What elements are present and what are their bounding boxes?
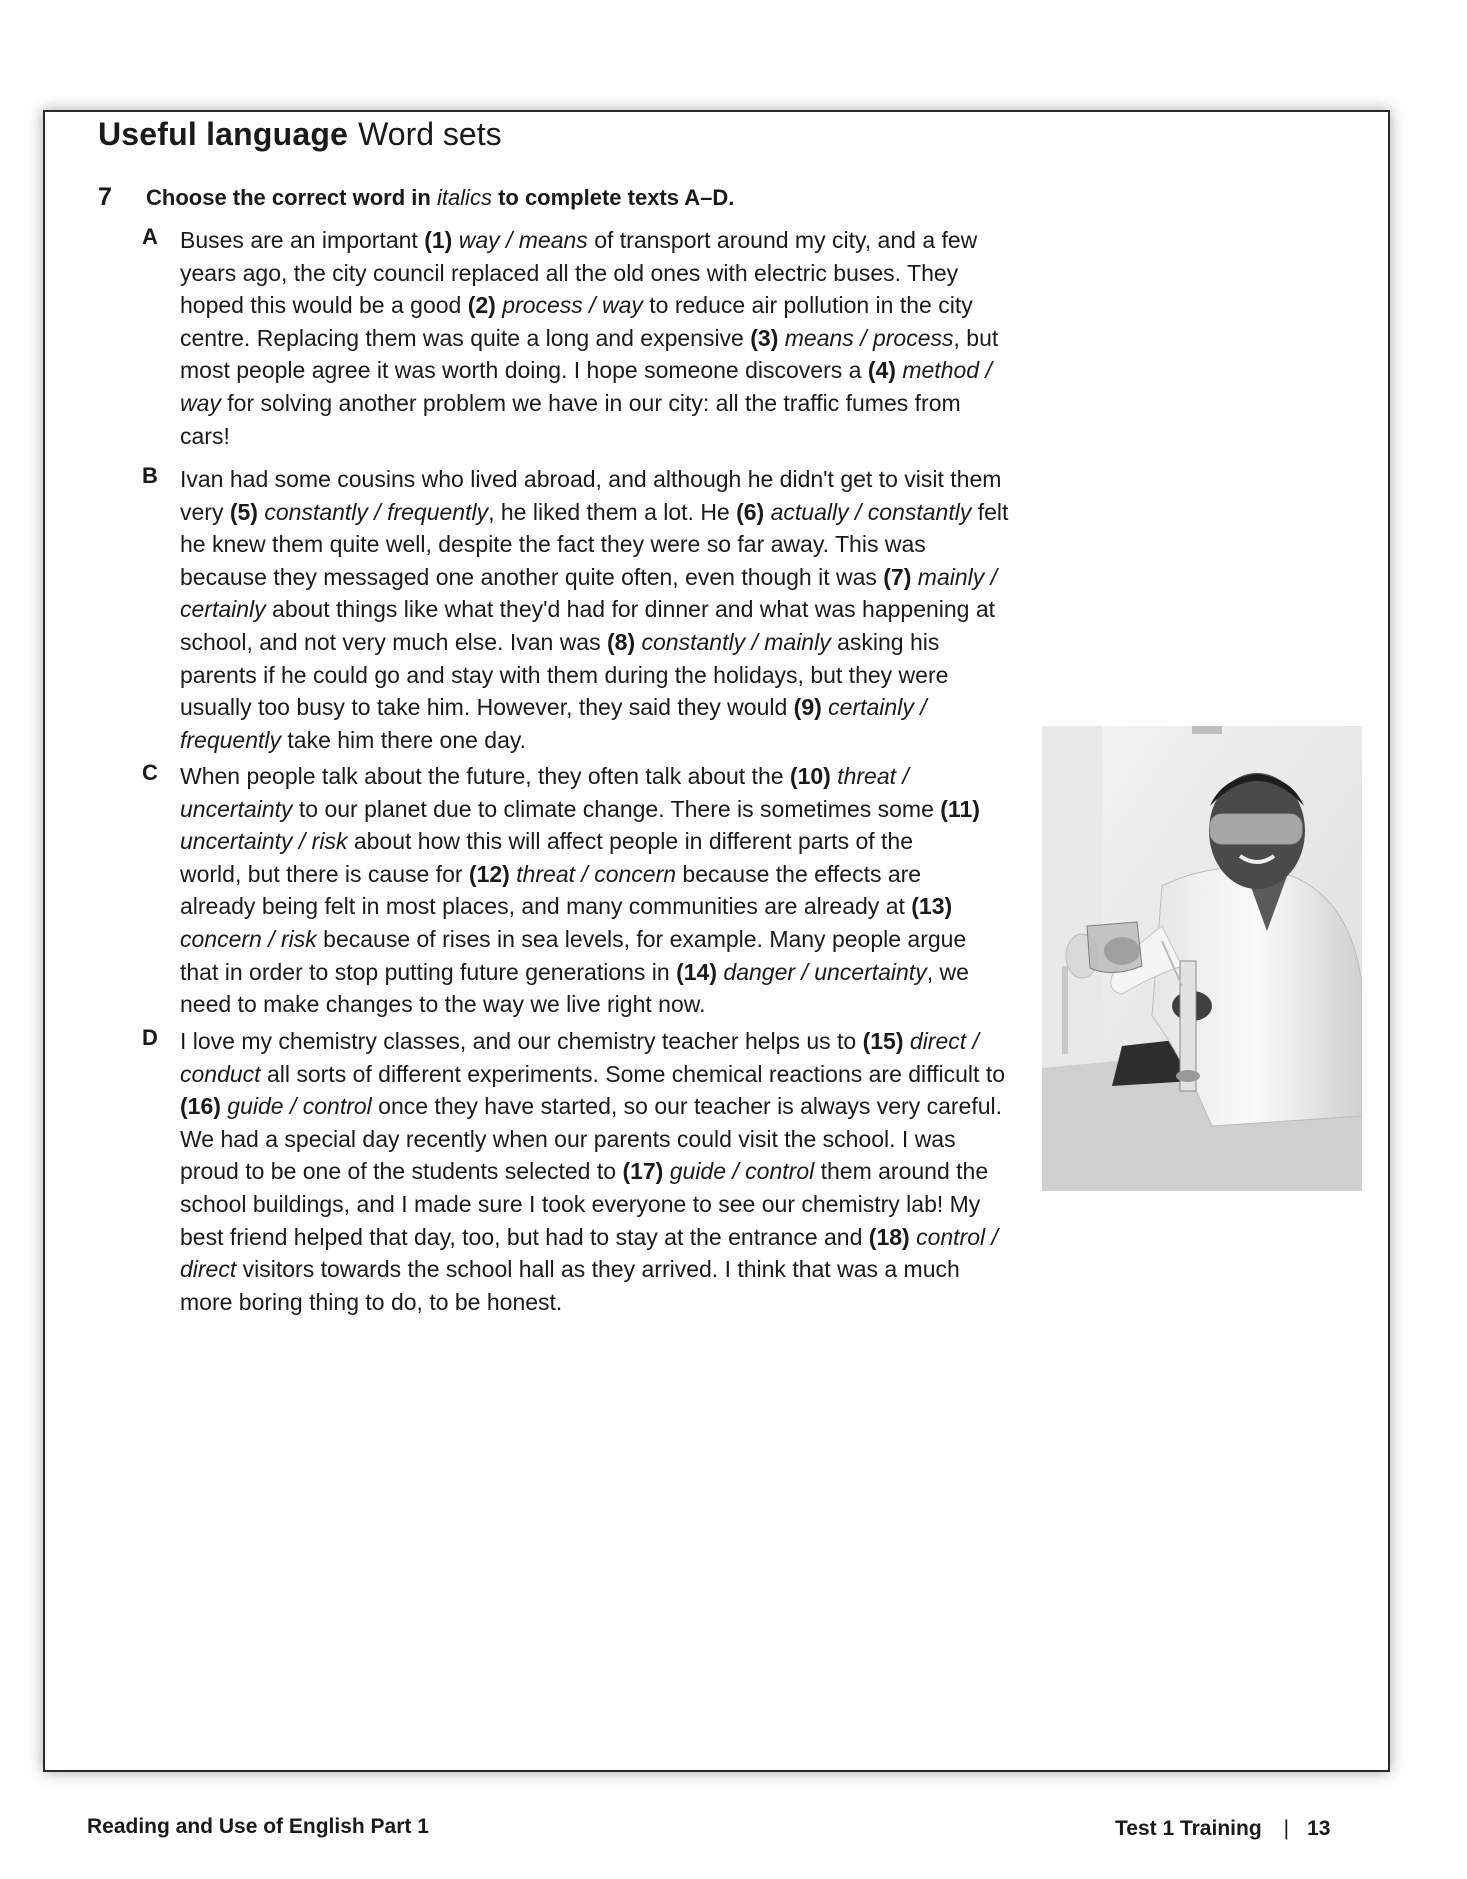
text-letter: C [142, 760, 158, 785]
text-letter: B [142, 463, 158, 488]
text-body: When people talk about the future, they often talk about the (10) threat / uncertainty to our planet due to climate change. There is sometimes some (11) uncertainty / risk about how this will affect people in different parts of the world, but there is cause for (12) threat / concern because the effects are already being felt in most places, and many communities are already at (13) concern / risk because of rises in sea levels, for example. Many people argue that in order to stop putting future generations in (14) danger / uncertainty, we need to make changes to the way we live right now. [180, 763, 980, 1018]
text-block-d [142, 1025, 1012, 1318]
section-heading [98, 116, 502, 153]
text-block-b [142, 463, 1012, 756]
text-block-a [142, 224, 1012, 452]
text-block-c [142, 760, 1012, 1021]
text-letter: A [142, 224, 158, 249]
text-letter: D [142, 1025, 158, 1050]
text-body: Buses are an important (1) way / means of transport around my city, and a few years ago, the city council replaced all the old ones with electric buses. They hoped this would be a good (2) process / way to reduce air pollution in the city centre. Replacing them was quite a long and expensive (3) means / process, but most people agree it was worth doing. I hope someone discovers a (4) method / way for solving another problem we have in our city: all the traffic fumes from cars! [180, 227, 999, 449]
heading-bold: Useful language [98, 116, 349, 152]
text-body: I love my chemistry classes, and our chemistry teacher helps us to (15) direct / conduct all sorts of different experiments. Some chemical reactions are difficult to (16) guide / control once they have started, so our teacher is always very careful. We had a special day recently when our parents could visit the school. I was proud to be one of the students selected to (17) guide / control them around the school buildings, and I made sure I took everyone to see our chemistry lab! My best friend helped that day, too, but had to stay at the entrance and (18) control / direct visitors towards the school hall as they arrived. I think that was a much more boring thing to do, to be honest. [180, 1028, 1005, 1315]
task-instruction: Choose the correct word in italics to complete texts A–D. [146, 185, 735, 210]
footer-page-info [1115, 1817, 1330, 1841]
footer-separator: | [1283, 1817, 1290, 1840]
chemistry-student-photo [1042, 726, 1362, 1191]
heading-light: Word sets [358, 116, 502, 152]
footer-test-label: Test 1 Training [1115, 1817, 1262, 1840]
text-body: Ivan had some cousins who lived abroad, and although he didn't get to visit them very (5) constantly / frequently, he liked them a lot. He (6) actually / constantly felt he knew them quite well, despite the fact they were so far away. This was because they messaged one another quite often, even though it was (7) mainly / certainly about things like what they'd had for dinner and what was happening at school, and not very much else. Ivan was (8) constantly / mainly asking his parents if he could go and stay with them during the holidays, but they were usually too busy to take him. However, they said they would (9) certainly / frequently take him there one day. [180, 466, 1009, 753]
task-number: 7 [98, 183, 112, 211]
page-number: 13 [1307, 1817, 1331, 1840]
footer-section-title: Reading and Use of English Part 1 [87, 1815, 429, 1838]
chemistry-student-illustration [1042, 726, 1362, 1191]
